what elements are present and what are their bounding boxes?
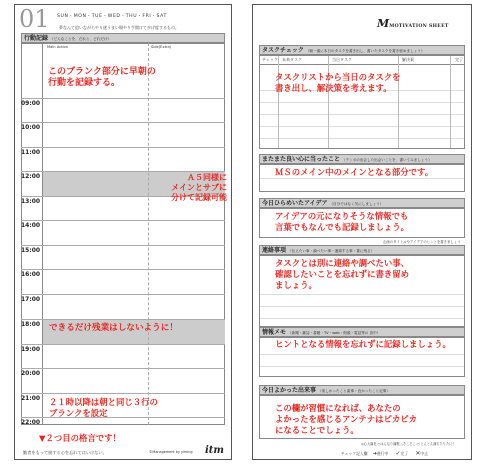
row-line bbox=[260, 64, 464, 65]
action-log-header bbox=[21, 33, 225, 43]
hour-line bbox=[21, 220, 225, 221]
annotation-main-sub: Ａ５同様に メインとサブに 分けて記録可能 bbox=[171, 173, 227, 202]
brand-title: MOTIVATION SHEET bbox=[389, 24, 449, 29]
col-divider bbox=[278, 56, 279, 148]
contact-subtitle: （伝えたい事・調べたい事・連絡する事・書に残る） bbox=[288, 249, 375, 253]
annotation-contact: タスクとは別に連絡や調べたい事、 確認したいことを忘れずに書き留め ましょう。 bbox=[275, 258, 409, 290]
task-check-title: タスクチェック bbox=[262, 47, 304, 54]
brand-mark bbox=[377, 17, 449, 30]
time-label: 17:00 bbox=[21, 296, 41, 303]
in-progress-label: 進行中 bbox=[376, 451, 389, 456]
motivation-sheet bbox=[252, 4, 472, 460]
time-label: 18:00 bbox=[21, 321, 41, 328]
hour-line bbox=[21, 269, 225, 270]
encounter-subtitle: （テンポの出会した出会いことを、書いてみましょう） bbox=[342, 158, 432, 162]
col-divider bbox=[328, 56, 329, 148]
row-line bbox=[260, 126, 464, 127]
time-label: 21:00 bbox=[21, 395, 41, 402]
main-action-label: Main Action bbox=[47, 45, 68, 49]
hour-line bbox=[21, 98, 225, 99]
annotation-encounter: ＭＳのメイン中のメインとなる部分です。 bbox=[275, 167, 434, 177]
hour-line bbox=[21, 171, 225, 172]
col-done: 完了 bbox=[455, 57, 463, 62]
info-memo-title: 情報メモ bbox=[262, 329, 287, 336]
time-label: 15:00 bbox=[21, 247, 41, 254]
m-logo-icon: M bbox=[377, 17, 390, 30]
annotation-idea: アイデアの元になりそうな情報でも 言葉でもなんでも記録しましょう。 bbox=[275, 211, 409, 232]
encounter-title: またまた良い心に当ったこと bbox=[262, 156, 341, 163]
hour-line bbox=[21, 368, 225, 369]
task-check-table bbox=[259, 55, 465, 149]
idea-subtitle: （自分ではなく気にしましょう） bbox=[329, 202, 384, 206]
encounter-header bbox=[259, 154, 465, 164]
hour-line bbox=[21, 294, 225, 295]
daily-motto: 夢なんて追いながらやり遂うまい場やり手開けて歩げ度するもの。 bbox=[59, 25, 179, 30]
idea-header bbox=[259, 198, 465, 208]
annotation-second-quote bbox=[39, 433, 121, 444]
row-line bbox=[260, 318, 464, 319]
hour-line bbox=[21, 344, 225, 345]
annotation-after-21: ２１時以降は朝と同じ３行の ブランクを設定 bbox=[49, 397, 158, 418]
side-action-label: Side(Extra) bbox=[151, 45, 172, 49]
cancel-label: 中止 bbox=[420, 451, 428, 456]
cancel-icon: ✕ bbox=[415, 450, 421, 457]
hour-line bbox=[21, 122, 225, 123]
contact-title: 連絡事項 bbox=[262, 247, 287, 254]
row-line bbox=[260, 114, 464, 115]
check-legend bbox=[341, 450, 428, 457]
idea-title: 今日ひらめいたアイデア bbox=[262, 200, 328, 207]
annotation-overtime: できるだけ残業はしないように！ bbox=[49, 323, 178, 333]
time-label: 10:00 bbox=[21, 124, 41, 131]
time-label: 14:00 bbox=[21, 222, 41, 229]
col-check: チェック bbox=[262, 57, 278, 62]
row-line bbox=[260, 354, 464, 355]
row-line bbox=[260, 102, 464, 103]
row-line bbox=[260, 366, 464, 367]
action-log-title: 行動記録 bbox=[24, 35, 49, 42]
col-divider bbox=[398, 56, 399, 148]
time-label: 12:00 bbox=[21, 173, 41, 180]
hour-line bbox=[21, 245, 225, 246]
time-label: 22:00 bbox=[21, 419, 41, 426]
annotation-task: タスクリストから当日のタスクを 書き出し、解決策を考えます。 bbox=[275, 72, 401, 93]
time-label: 19:00 bbox=[21, 346, 41, 353]
good-things-header bbox=[259, 385, 465, 395]
contact-header bbox=[259, 245, 465, 255]
row-line bbox=[260, 138, 464, 139]
task-check-header bbox=[259, 45, 465, 55]
info-memo-header bbox=[259, 327, 465, 337]
hour-line bbox=[21, 393, 225, 394]
weekday-row: SUN・MON・TUE・WED・THU・FRI・SAT bbox=[57, 14, 167, 19]
hour-line bbox=[21, 319, 225, 320]
annotation-early-morning: このブランク部分に早朝の 行動を記録する。 bbox=[48, 67, 156, 88]
row-line bbox=[260, 306, 464, 307]
arrow-down-icon: ▼ bbox=[39, 433, 46, 443]
annotation-good-things: この欄が習慣になれば、あなたの よかったを感じるアンテナはピカピカ になることでしょう。 bbox=[275, 403, 418, 435]
footer-quote: 勤者をもって接する心を忘れてはいけない。 bbox=[23, 450, 107, 455]
good-things-subtitle: （楽しかったこと素事・良かったこと記事） bbox=[318, 389, 390, 393]
row-line bbox=[260, 178, 464, 179]
brand-logo: itm bbox=[205, 445, 224, 456]
col-today-task: 当日タスク bbox=[332, 57, 352, 62]
hour-line bbox=[21, 147, 225, 148]
row-line bbox=[260, 294, 464, 295]
col-future-task: 未来タスク bbox=[282, 57, 302, 62]
time-label: 13:00 bbox=[21, 198, 41, 205]
annotation-second-quote-text: ２つ目の格言です！ bbox=[45, 433, 121, 443]
time-label: 20:00 bbox=[21, 370, 41, 377]
annotation-info: ヒントとなる情報を忘れずに記録しましょう。 bbox=[275, 339, 451, 349]
done-icon: ✓ bbox=[395, 450, 401, 457]
in-progress-icon: ➜ bbox=[372, 451, 377, 457]
good-things-title: 今日よかった出来事 bbox=[262, 387, 317, 394]
mood-legend: ◎心大満足 ○はんなり満喫 △そこそこ ○ とんとん満ちたりたに！ bbox=[361, 442, 456, 446]
action-log-subtitle: （どんなことを、だれと、どれだけ） bbox=[50, 37, 112, 41]
day-number: 01 bbox=[19, 5, 50, 33]
col-divider bbox=[450, 56, 451, 148]
daily-action-sheet bbox=[14, 4, 232, 460]
check-legend-label: チェック記入欄 bbox=[341, 451, 368, 456]
info-memo-subtitle: （新聞・雑誌・書籍・TV・web・街頭・電話等の 食中） bbox=[288, 331, 381, 335]
time-label: 11:00 bbox=[21, 149, 41, 156]
done-label: 完了 bbox=[400, 451, 409, 456]
col-solution: 解決案 bbox=[402, 57, 414, 62]
time-label: 09:00 bbox=[21, 100, 41, 107]
time-label: 16:00 bbox=[21, 271, 41, 278]
copyright: ©Management by yiming bbox=[149, 450, 193, 454]
idea-note: 企画のタイトルやアイデアのヒントを書きましょう bbox=[383, 240, 461, 244]
task-check-subtitle: （朝一番に本日のタスクを書き出し、書いたタスクを書き留めましょう） bbox=[305, 49, 425, 53]
